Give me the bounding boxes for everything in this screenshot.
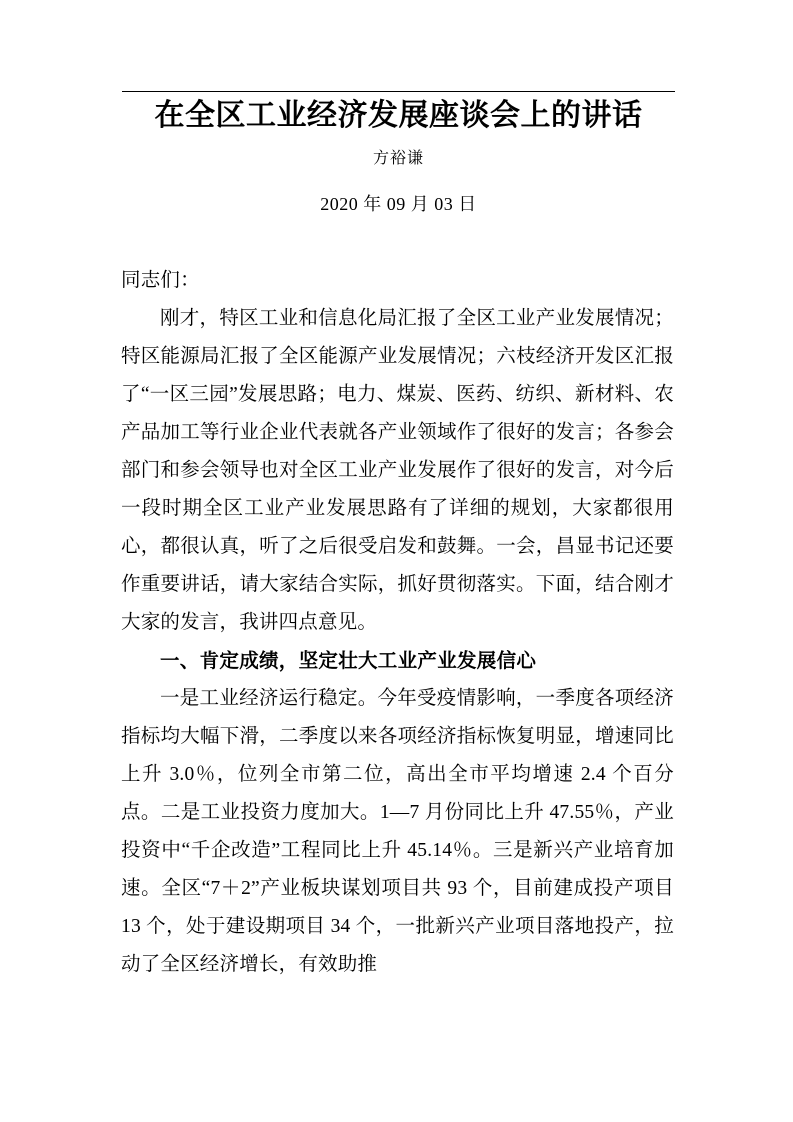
section-one-body-paragraph: 一是工业经济运行稳定。今年受疫情影响，一季度各项经济指标均大幅下滑，二季度以来各项经济指标恢复明显，增速同比上升 3.0％，位列全市第二位，高出全市平均增速 2.4 个百分点。二是工业投资力度加大。1—7 月份同比上升 47.55％，产业投资中“千企改造”工程同比上升 45.14％。三是新兴产业培育加速。全区“7＋2”产业板块谋划项目共 93 个，目前建成投产项目 13 个，处于建设期项目 34 个，一批新兴产业项目落地投产，拉动了全区经济增长，有效助推 [121, 688, 674, 975]
document-body [121, 262, 674, 984]
author-name: 方裕谦 [372, 150, 424, 167]
document-date: 2020 年 09 月 03 日 [320, 194, 477, 214]
header-divider-rule [122, 91, 675, 92]
title-block [122, 96, 675, 216]
salutation-line: 同志们： [121, 270, 200, 291]
page-title: 在全区工业经济发展座谈会上的讲话 [154, 99, 643, 132]
opening-paragraph: 刚才，特区工业和信息化局汇报了全区工业产业发展情况；特区能源局汇报了全区能源产业发展情况；六枝经济开发区汇报了“一区三园”发展思路；电力、煤炭、医药、纺织、新材料、农产品加工等行业企业代表就各产业领域作了很好的发言；各参会部门和参会领导也对全区工业产业发展作了很好的发言，对今后一段时期全区工业产业发展思路有了详细的规划，大家都很用心，都很认真，听了之后很受启发和鼓舞。一会，昌显书记还要作重要讲话，请大家结合实际，抓好贯彻落实。下面，结合刚才大家的发言，我讲四点意见。 [121, 308, 674, 633]
section-heading-one: 一、肯定成绩，坚定壮大工业产业发展信心 [160, 650, 537, 672]
